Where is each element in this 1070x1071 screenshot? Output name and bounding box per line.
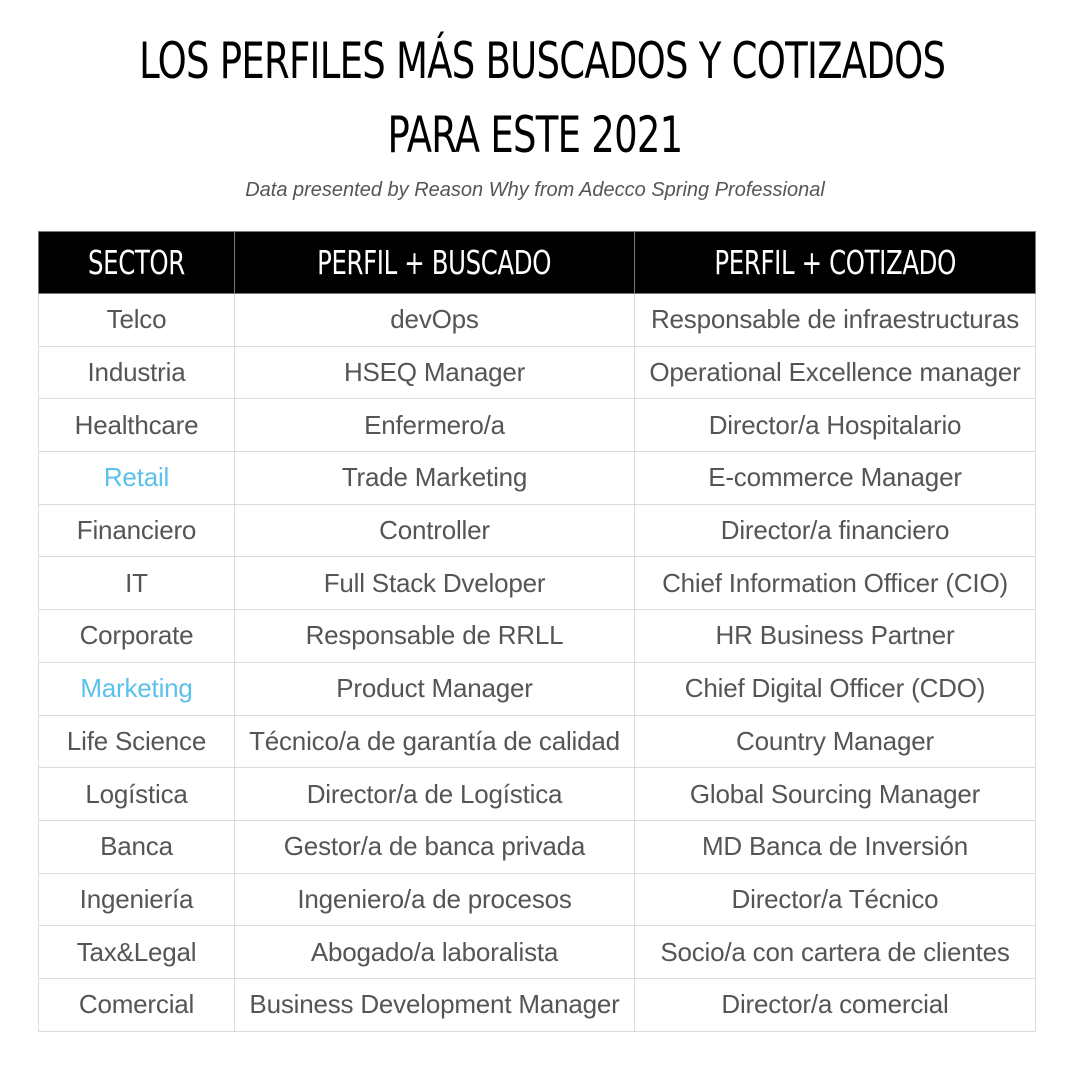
table-row <box>39 715 1036 768</box>
profiles-table <box>38 231 1036 1032</box>
sector-cell: Retail <box>39 452 235 505</box>
perfil-buscado-cell: Enfermero/a <box>235 399 635 452</box>
table-row <box>39 662 1036 715</box>
column-header-buscado-label: PERFIL + BUSCADO <box>317 243 552 282</box>
column-header-cotizado-label: PERFIL + COTIZADO <box>714 243 956 282</box>
perfil-cotizado-cell: Chief Digital Officer (CDO) <box>635 662 1036 715</box>
sector-cell: Comercial <box>39 978 235 1031</box>
perfil-buscado-cell: Business Development Manager <box>235 978 635 1031</box>
perfil-buscado-cell: Trade Marketing <box>235 452 635 505</box>
perfil-cotizado-cell: MD Banca de Inversión <box>635 820 1036 873</box>
sector-cell: Tax&Legal <box>39 926 235 979</box>
table-row <box>39 452 1036 505</box>
perfil-cotizado-cell: Director/a Hospitalario <box>635 399 1036 452</box>
perfil-buscado-cell: Técnico/a de garantía de calidad <box>235 715 635 768</box>
title-line-1: LOS PERFILES MÁS BUSCADOS Y COTIZADOS <box>139 32 946 90</box>
perfil-cotizado-cell: Responsable de infraestructuras <box>635 294 1036 347</box>
sector-cell: Life Science <box>39 715 235 768</box>
perfil-cotizado-cell: Operational Excellence manager <box>635 346 1036 399</box>
table-row <box>39 504 1036 557</box>
table-row <box>39 926 1036 979</box>
perfil-buscado-cell: Full Stack Dveloper <box>235 557 635 610</box>
perfil-buscado-cell: Product Manager <box>235 662 635 715</box>
header-row <box>39 232 1036 294</box>
perfil-buscado-cell: Responsable de RRLL <box>235 610 635 663</box>
perfil-cotizado-cell: Director/a comercial <box>635 978 1036 1031</box>
perfil-cotizado-cell: Director/a Técnico <box>635 873 1036 926</box>
table-row <box>39 346 1036 399</box>
perfil-buscado-cell: Director/a de Logística <box>235 768 635 821</box>
column-header-sector-label: SECTOR <box>88 243 185 282</box>
perfil-buscado-cell: Abogado/a laboralista <box>235 926 635 979</box>
table-row <box>39 610 1036 663</box>
sector-cell: Telco <box>39 294 235 347</box>
sector-cell: Ingeniería <box>39 873 235 926</box>
table-row <box>39 978 1036 1031</box>
sector-cell: Corporate <box>39 610 235 663</box>
sector-cell: Financiero <box>39 504 235 557</box>
table-header <box>39 232 1036 294</box>
sector-cell: Industria <box>39 346 235 399</box>
perfil-cotizado-cell: Global Sourcing Manager <box>635 768 1036 821</box>
perfil-cotizado-cell: Director/a financiero <box>635 504 1036 557</box>
perfil-buscado-cell: Ingeniero/a de procesos <box>235 873 635 926</box>
sector-cell: IT <box>39 557 235 610</box>
column-header-buscado <box>235 232 635 294</box>
perfil-buscado-cell: HSEQ Manager <box>235 346 635 399</box>
table-body <box>39 294 1036 1032</box>
table-row <box>39 820 1036 873</box>
table-row <box>39 768 1036 821</box>
table-row <box>39 557 1036 610</box>
perfil-cotizado-cell: Chief Information Officer (CIO) <box>635 557 1036 610</box>
perfil-cotizado-cell: Socio/a con cartera de clientes <box>635 926 1036 979</box>
sector-cell: Healthcare <box>39 399 235 452</box>
column-header-sector <box>39 232 235 294</box>
perfil-buscado-cell: devOps <box>235 294 635 347</box>
title-line-2: PARA ESTE 2021 <box>387 106 683 164</box>
sector-cell: Marketing <box>39 662 235 715</box>
source-subtitle: Data presented by Reason Why from Adecco Spring Professional <box>245 179 825 201</box>
sector-cell: Banca <box>39 820 235 873</box>
perfil-buscado-cell: Controller <box>235 504 635 557</box>
column-header-cotizado <box>635 232 1036 294</box>
perfil-buscado-cell: Gestor/a de banca privada <box>235 820 635 873</box>
perfil-cotizado-cell: E-commerce Manager <box>635 452 1036 505</box>
table-row <box>39 399 1036 452</box>
perfil-cotizado-cell: Country Manager <box>635 715 1036 768</box>
perfil-cotizado-cell: HR Business Partner <box>635 610 1036 663</box>
table-row <box>39 873 1036 926</box>
page-title <box>139 24 946 172</box>
sector-cell: Logística <box>39 768 235 821</box>
table-row <box>39 294 1036 347</box>
